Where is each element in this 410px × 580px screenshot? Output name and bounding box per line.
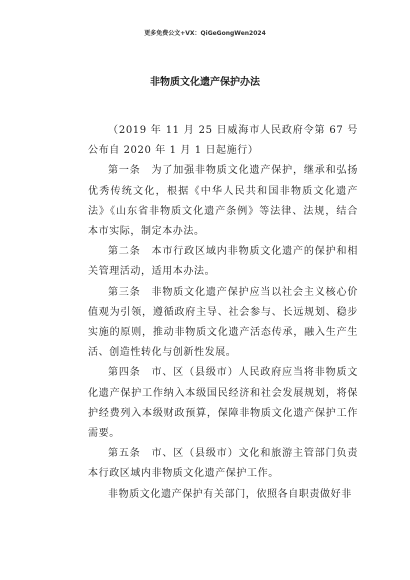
header-note: 更多免费公文+VX：QiGeGongWen2024 [144, 30, 266, 37]
article-1: 第一条 为了加强非物质文化遗产保护，继承和弘扬优秀传统文化，根据《中华人民共和国非物质文化遗产法》《山东省非物质文化遗产条例》等法律、法规，结合本市实际，制定本办法。 [88, 165, 358, 238]
article-3: 第三条 非物质文化遗产保护应当以社会主义核心价值观为引领，遵循政府主导、社会参与、长远规划、稳步实施的原则，推动非物质文化遗产活态传承，融入生产生活、创造性转化与创新性发展。 [88, 286, 358, 359]
document-body [88, 121, 358, 505]
article-4: 第四条 市、区（县级市）人民政府应当将非物质文化遗产保护工作纳入本级国民经济和社会发展规划，将保护经费列入本级财政预算，保障非物质文化遗产保护工作需要。 [88, 367, 358, 440]
article-5: 第五条 市、区（县级市）文化和旅游主管部门负责本行政区域内非物质文化遗产保护工作。 [88, 448, 358, 480]
article-2: 第二条 本市行政区域内非物质文化遗产的保护和相关管理活动，适用本办法。 [88, 246, 358, 278]
document-title: 非物质文化遗产保护办法 [150, 77, 260, 88]
promulgation-note: （2019 年 11 月 25 日威海市人民政府令第 67 号公布自 2020 年 1 月 1 日起施行） [88, 125, 358, 157]
article-5-continued: 非物质文化遗产保护有关部门，依照各自职责做好非 [108, 488, 352, 500]
